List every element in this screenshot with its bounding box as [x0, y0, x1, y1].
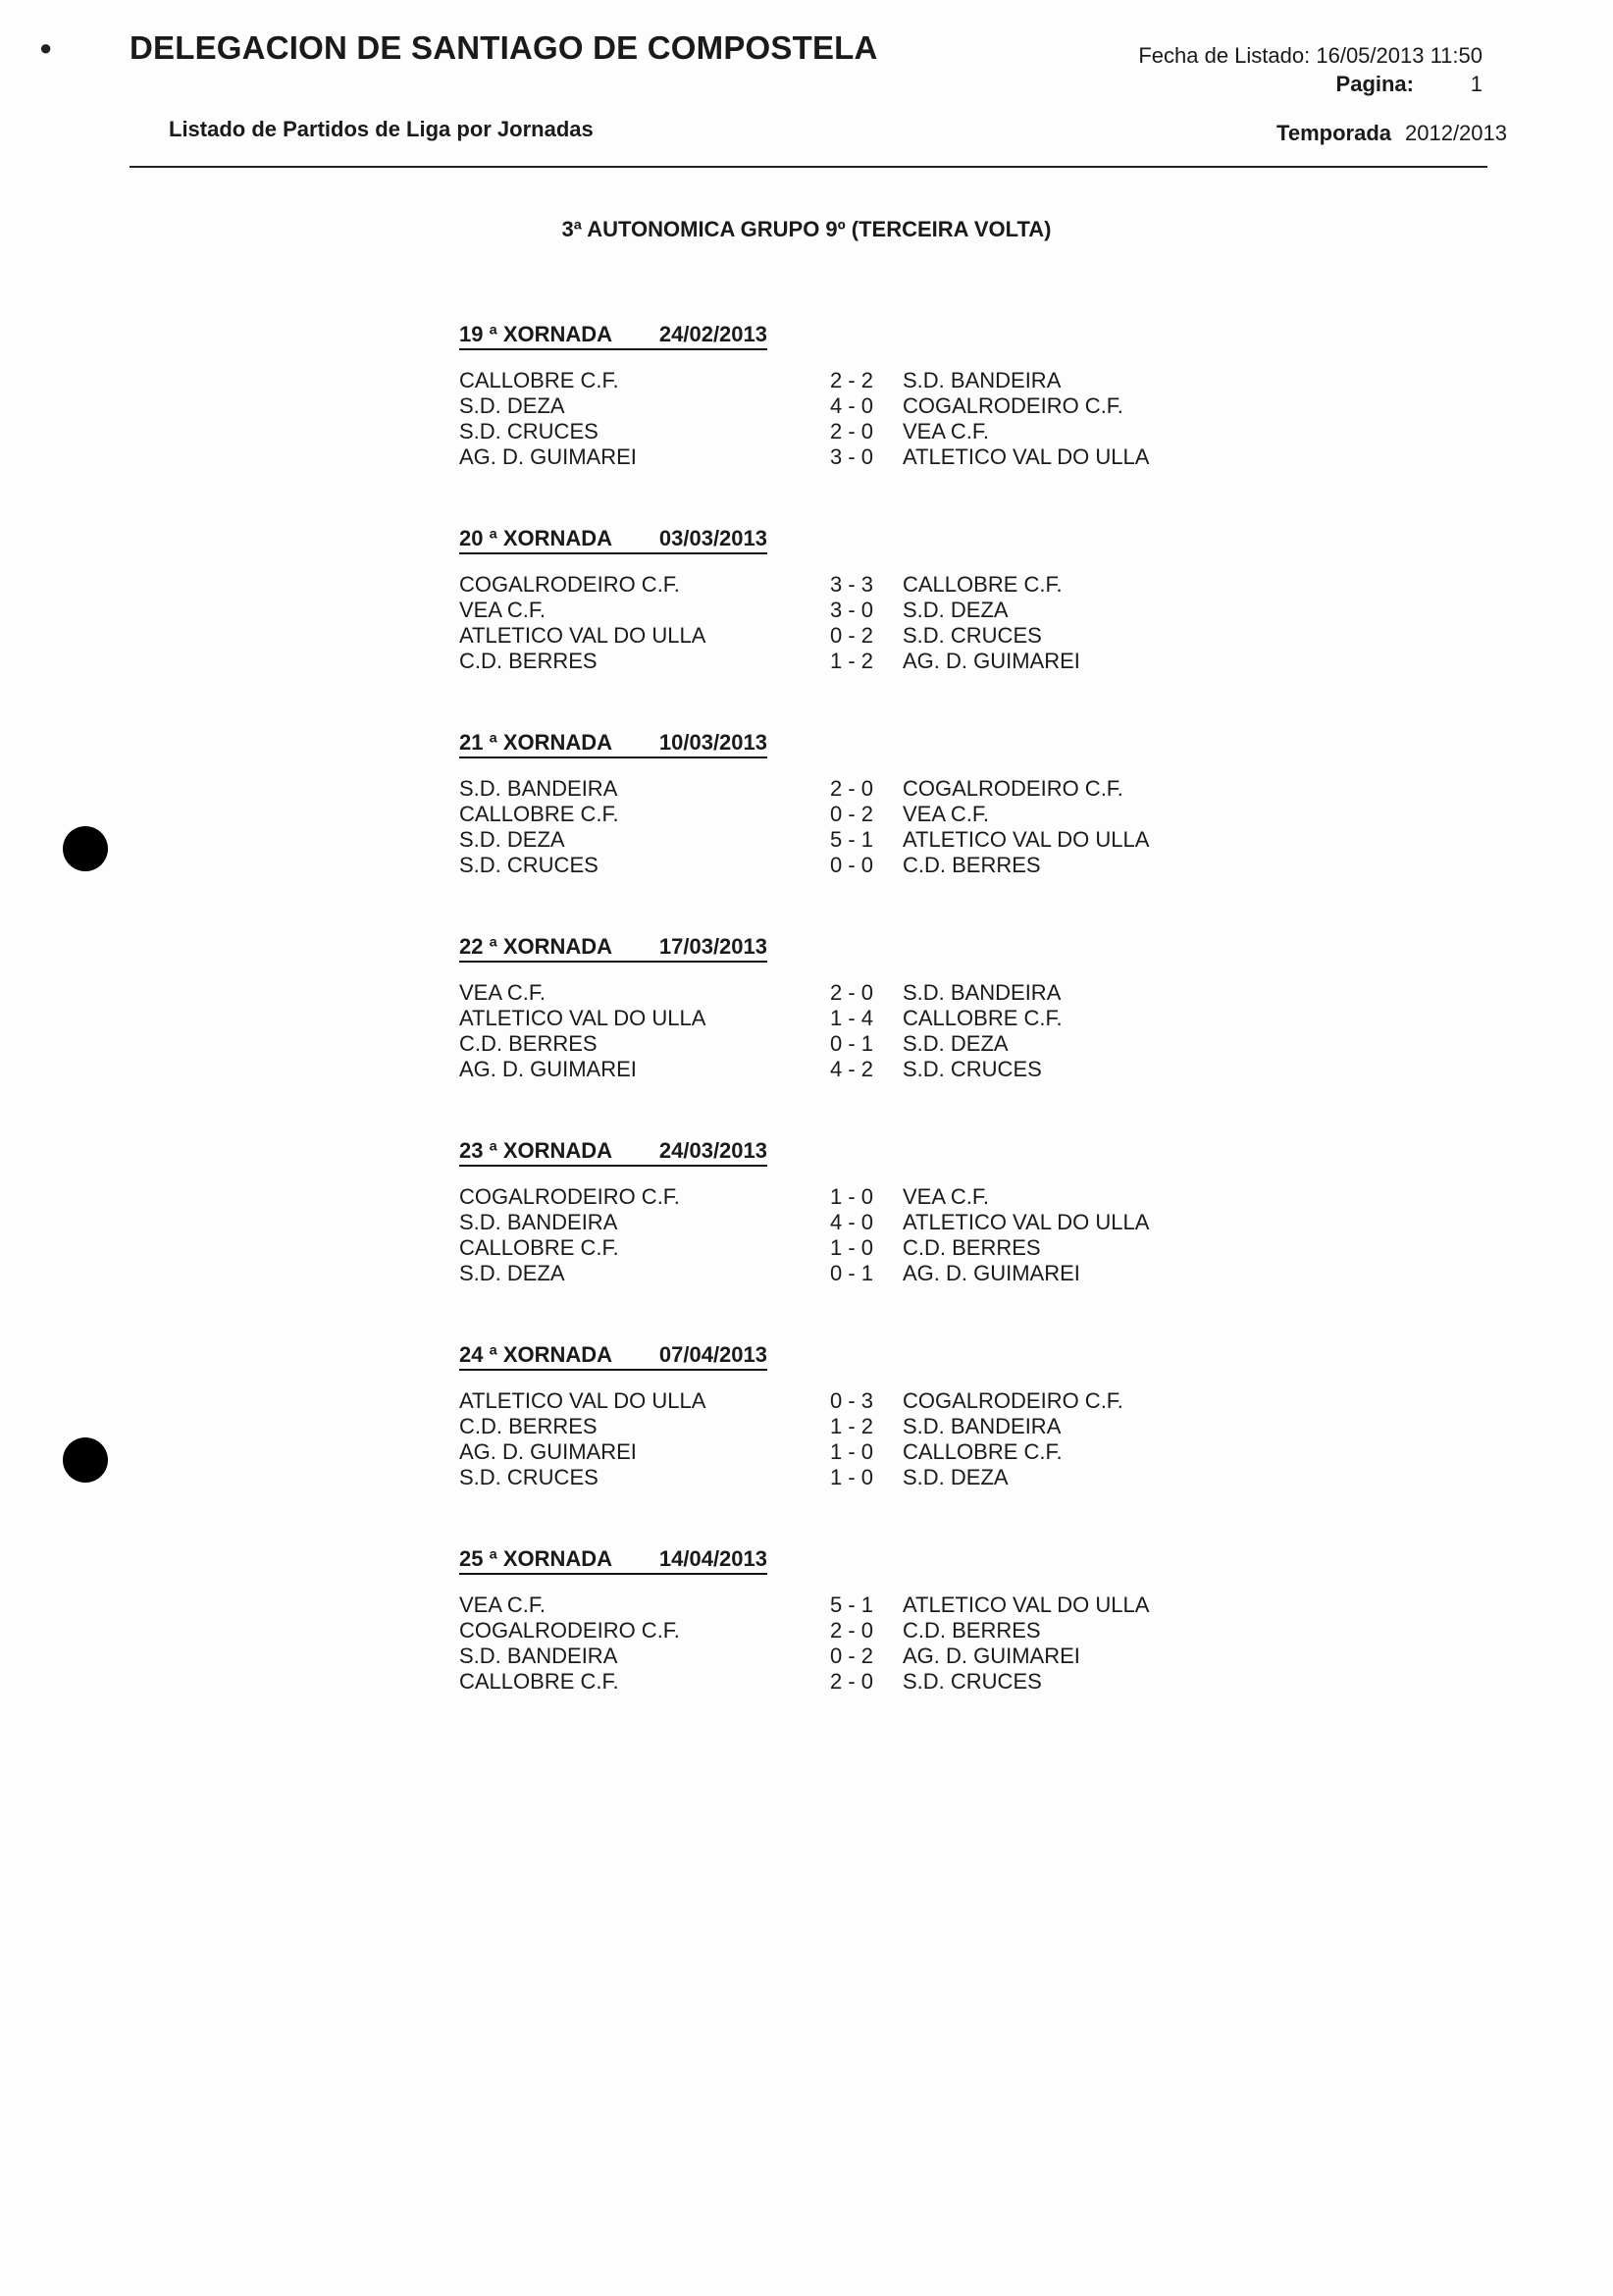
round-block	[459, 1342, 1303, 1546]
punch-hole-bottom	[63, 1437, 108, 1483]
home-team: COGALRODEIRO C.F.	[459, 1618, 680, 1643]
round-block	[459, 1546, 1303, 1750]
away-team: AG. D. GUIMAREI	[903, 1261, 1080, 1285]
match-row	[459, 1644, 1303, 1669]
home-team: C.D. BERRES	[459, 1414, 598, 1438]
home-team: S.D. BANDEIRA	[459, 776, 618, 801]
match-score: 1 - 0	[830, 1184, 874, 1209]
round-label: 23 ª XORNADA	[459, 1138, 613, 1163]
match-score: 4 - 0	[830, 1210, 874, 1234]
home-team: S.D. BANDEIRA	[459, 1644, 618, 1668]
match-row	[459, 776, 1303, 802]
round-header	[459, 730, 767, 758]
away-team: S.D. BANDEIRA	[903, 1414, 1062, 1438]
round-label: 25 ª XORNADA	[459, 1546, 613, 1571]
match-list	[459, 572, 1303, 674]
round-header	[459, 322, 767, 350]
home-team: VEA C.F.	[459, 598, 546, 622]
match-row	[459, 802, 1303, 827]
home-team: S.D. CRUCES	[459, 853, 598, 877]
round-header	[459, 1138, 767, 1167]
match-row	[459, 572, 1303, 598]
match-row	[459, 419, 1303, 444]
away-team: AG. D. GUIMAREI	[903, 649, 1080, 673]
home-team: S.D. CRUCES	[459, 419, 598, 444]
away-team: VEA C.F.	[903, 802, 990, 826]
round-block	[459, 934, 1303, 1138]
punch-hole-top	[63, 826, 108, 871]
home-team: ATLETICO VAL DO ULLA	[459, 623, 706, 648]
home-team: C.D. BERRES	[459, 1031, 598, 1056]
match-row	[459, 1184, 1303, 1210]
home-team: CALLOBRE C.F.	[459, 368, 619, 392]
home-team: S.D. CRUCES	[459, 1465, 598, 1489]
match-row	[459, 827, 1303, 853]
season-line	[1276, 121, 1507, 146]
document-title: DELEGACION DE SANTIAGO DE COMPOSTELA	[130, 29, 878, 66]
away-team: C.D. BERRES	[903, 853, 1041, 877]
match-row	[459, 598, 1303, 623]
match-score: 1 - 4	[830, 1006, 874, 1030]
round-date: 10/03/2013	[658, 730, 767, 755]
away-team: C.D. BERRES	[903, 1235, 1041, 1260]
match-score: 0 - 2	[830, 623, 874, 648]
home-team: CALLOBRE C.F.	[459, 1669, 619, 1694]
season-label: Temporada	[1276, 121, 1391, 145]
match-row	[459, 623, 1303, 649]
away-team: C.D. BERRES	[903, 1618, 1041, 1643]
match-score: 0 - 0	[830, 853, 874, 877]
round-block	[459, 526, 1303, 730]
match-row	[459, 444, 1303, 470]
away-team: COGALRODEIRO C.F.	[903, 1388, 1123, 1413]
round-label: 22 ª XORNADA	[459, 934, 613, 959]
scan-mark-dot: ●	[39, 35, 53, 60]
match-score: 3 - 0	[830, 444, 874, 469]
away-team: VEA C.F.	[903, 419, 990, 444]
home-team: S.D. BANDEIRA	[459, 1210, 618, 1234]
round-label: 20 ª XORNADA	[459, 526, 613, 550]
match-score: 0 - 2	[830, 802, 874, 826]
match-row	[459, 393, 1303, 419]
round-label: 19 ª XORNADA	[459, 322, 613, 346]
home-team: ATLETICO VAL DO ULLA	[459, 1006, 706, 1030]
match-list	[459, 980, 1303, 1082]
match-score: 1 - 2	[830, 649, 874, 673]
match-row	[459, 1414, 1303, 1439]
home-team: VEA C.F.	[459, 1592, 546, 1617]
match-score: 4 - 0	[830, 393, 874, 418]
away-team: S.D. BANDEIRA	[903, 980, 1062, 1005]
home-team: CALLOBRE C.F.	[459, 1235, 619, 1260]
match-score: 0 - 1	[830, 1031, 874, 1056]
match-row	[459, 1439, 1303, 1465]
away-team: CALLOBRE C.F.	[903, 572, 1063, 597]
away-team: S.D. CRUCES	[903, 1669, 1042, 1694]
away-team: S.D. DEZA	[903, 598, 1009, 622]
match-row	[459, 1592, 1303, 1618]
away-team: S.D. BANDEIRA	[903, 368, 1062, 392]
match-score: 1 - 0	[830, 1465, 874, 1489]
match-score: 4 - 2	[830, 1057, 874, 1081]
away-team: S.D. CRUCES	[903, 623, 1042, 648]
round-label: 24 ª XORNADA	[459, 1342, 613, 1367]
away-team: S.D. DEZA	[903, 1465, 1009, 1489]
match-list	[459, 1388, 1303, 1490]
match-score: 2 - 0	[830, 980, 874, 1005]
page-number: 1	[1470, 72, 1483, 96]
round-date: 24/02/2013	[658, 322, 767, 346]
listing-date-label: Fecha de Listado:	[1138, 43, 1311, 68]
match-list	[459, 368, 1303, 470]
away-team: COGALRODEIRO C.F.	[903, 776, 1123, 801]
rounds-list	[459, 322, 1303, 1750]
home-team: COGALRODEIRO C.F.	[459, 572, 680, 597]
away-team: CALLOBRE C.F.	[903, 1006, 1063, 1030]
page-label: Pagina:	[1335, 72, 1414, 96]
round-block	[459, 730, 1303, 934]
round-header	[459, 934, 767, 963]
round-block	[459, 1138, 1303, 1342]
match-score: 1 - 0	[830, 1439, 874, 1464]
match-list	[459, 776, 1303, 878]
away-team: VEA C.F.	[903, 1184, 990, 1209]
home-team: CALLOBRE C.F.	[459, 802, 619, 826]
home-team: S.D. DEZA	[459, 393, 565, 418]
round-date: 17/03/2013	[658, 934, 767, 959]
match-score: 2 - 0	[830, 1669, 874, 1694]
home-team: S.D. DEZA	[459, 1261, 565, 1285]
round-date: 24/03/2013	[658, 1138, 767, 1163]
away-team: ATLETICO VAL DO ULLA	[903, 827, 1150, 852]
match-score: 1 - 2	[830, 1414, 874, 1438]
away-team: AG. D. GUIMAREI	[903, 1644, 1080, 1668]
home-team: AG. D. GUIMAREI	[459, 444, 637, 469]
match-score: 2 - 0	[830, 776, 874, 801]
away-team: S.D. DEZA	[903, 1031, 1009, 1056]
match-list	[459, 1184, 1303, 1286]
round-date: 07/04/2013	[658, 1342, 767, 1367]
round-date: 03/03/2013	[658, 526, 767, 550]
home-team: COGALRODEIRO C.F.	[459, 1184, 680, 1209]
home-team: C.D. BERRES	[459, 649, 598, 673]
match-row	[459, 980, 1303, 1006]
match-score: 5 - 1	[830, 827, 874, 852]
match-row	[459, 1235, 1303, 1261]
match-score: 0 - 3	[830, 1388, 874, 1413]
home-team: AG. D. GUIMAREI	[459, 1057, 637, 1081]
match-row	[459, 1031, 1303, 1057]
match-score: 2 - 0	[830, 1618, 874, 1643]
listing-date-line	[1138, 41, 1483, 70]
season-value: 2012/2013	[1405, 121, 1507, 145]
document-subtitle: Listado de Partidos de Liga por Jornadas	[169, 117, 594, 141]
competition-title: 3ª AUTONOMICA GRUPO 9º (TERCEIRA VOLTA)	[561, 217, 1052, 241]
away-team: ATLETICO VAL DO ULLA	[903, 444, 1150, 469]
away-team: COGALRODEIRO C.F.	[903, 393, 1123, 418]
match-score: 2 - 0	[830, 419, 874, 444]
match-score: 0 - 2	[830, 1644, 874, 1668]
match-list	[459, 1592, 1303, 1695]
round-header	[459, 526, 767, 554]
away-team: S.D. CRUCES	[903, 1057, 1042, 1081]
round-header	[459, 1546, 767, 1575]
match-score: 2 - 2	[830, 368, 874, 392]
match-row	[459, 1261, 1303, 1286]
round-block	[459, 322, 1303, 526]
match-score: 1 - 0	[830, 1235, 874, 1260]
page-line	[1138, 70, 1483, 98]
match-row	[459, 1669, 1303, 1695]
match-row	[459, 853, 1303, 878]
round-date: 14/04/2013	[658, 1546, 767, 1571]
match-score: 3 - 0	[830, 598, 874, 622]
away-team: CALLOBRE C.F.	[903, 1439, 1063, 1464]
match-score: 3 - 3	[830, 572, 874, 597]
match-score: 5 - 1	[830, 1592, 874, 1617]
home-team: ATLETICO VAL DO ULLA	[459, 1388, 706, 1413]
header-divider	[130, 166, 1487, 168]
match-score: 0 - 1	[830, 1261, 874, 1285]
match-row	[459, 1006, 1303, 1031]
match-row	[459, 1057, 1303, 1082]
match-row	[459, 1618, 1303, 1644]
round-header	[459, 1342, 767, 1371]
match-row	[459, 1210, 1303, 1235]
away-team: ATLETICO VAL DO ULLA	[903, 1210, 1150, 1234]
away-team: ATLETICO VAL DO ULLA	[903, 1592, 1150, 1617]
listing-date: 16/05/2013 11:50	[1316, 43, 1483, 68]
match-row	[459, 649, 1303, 674]
round-label: 21 ª XORNADA	[459, 730, 613, 755]
home-team: VEA C.F.	[459, 980, 546, 1005]
home-team: S.D. DEZA	[459, 827, 565, 852]
listing-info	[1138, 41, 1483, 98]
match-row	[459, 1388, 1303, 1414]
match-row	[459, 368, 1303, 393]
home-team: AG. D. GUIMAREI	[459, 1439, 637, 1464]
match-row	[459, 1465, 1303, 1490]
